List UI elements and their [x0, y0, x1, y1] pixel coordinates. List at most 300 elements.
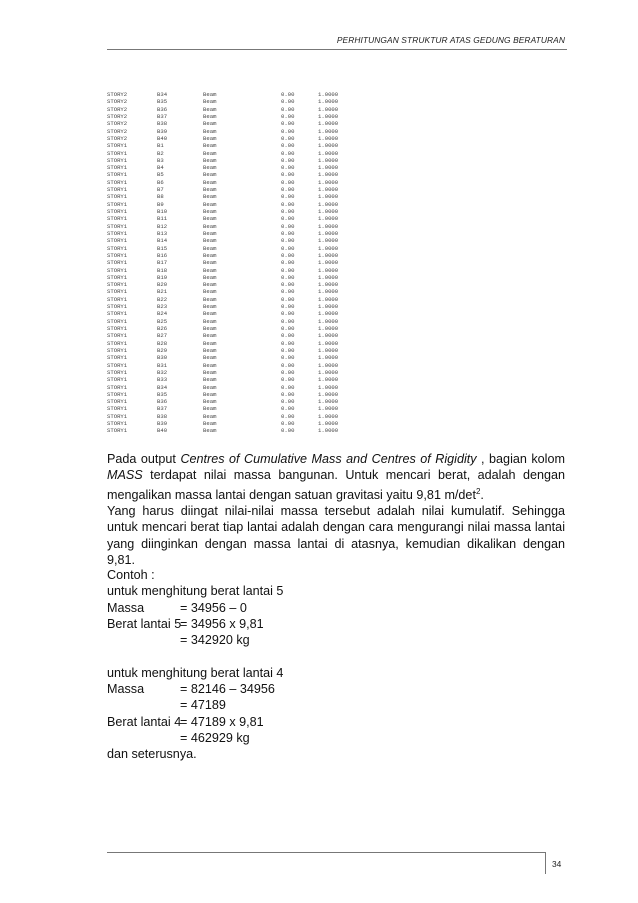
story-cell: STORY2	[107, 127, 128, 135]
factor-cell: 1.0000	[318, 164, 339, 172]
beam-label-cell: B6	[157, 178, 164, 186]
value-cell: 0.00	[281, 376, 295, 384]
beam-label-cell: B33	[157, 376, 168, 384]
story-cell: STORY1	[107, 171, 128, 179]
example-spacer	[107, 648, 565, 664]
example1-massa-line	[107, 600, 565, 616]
beam-label-cell: B2	[157, 149, 164, 157]
footer-divider	[107, 852, 545, 853]
example1-massa-equation: = 34956 – 0	[180, 600, 247, 615]
element-type-cell: Beam	[203, 164, 217, 172]
para1-text-3: , bagian kolom	[476, 452, 565, 466]
story-cell: STORY1	[107, 178, 128, 186]
element-type-cell: Beam	[203, 193, 217, 201]
table-row	[107, 201, 358, 208]
value-cell: 0.00	[281, 215, 295, 223]
table-row	[107, 398, 358, 405]
table-row	[107, 150, 358, 157]
story-cell: STORY1	[107, 317, 128, 325]
table-row	[107, 237, 358, 244]
value-cell: 0.00	[281, 134, 295, 142]
example2-result: = 462929 kg	[180, 730, 250, 745]
factor-cell: 1.0000	[318, 390, 339, 398]
value-cell: 0.00	[281, 427, 295, 435]
example2-berat-label: Berat lantai 4	[107, 714, 182, 729]
element-type-cell: Beam	[203, 420, 217, 428]
value-cell: 0.00	[281, 339, 295, 347]
beam-label-cell: B21	[157, 288, 168, 296]
element-type-cell: Beam	[203, 346, 217, 354]
value-cell: 0.00	[281, 193, 295, 201]
value-cell: 0.00	[281, 164, 295, 172]
element-type-cell: Beam	[203, 281, 217, 289]
table-row	[107, 135, 358, 142]
element-type-cell: Beam	[203, 208, 217, 215]
story-cell: STORY1	[107, 149, 128, 157]
element-type-cell: Beam	[203, 354, 217, 362]
table-row	[107, 303, 358, 310]
factor-cell: 1.0000	[318, 215, 339, 223]
factor-cell: 1.0000	[318, 361, 339, 369]
factor-cell: 1.0000	[318, 149, 339, 157]
story-cell: STORY1	[107, 251, 128, 259]
example2-result-line	[107, 730, 565, 746]
factor-cell: 1.0000	[318, 178, 339, 186]
beam-label-cell: B25	[157, 317, 168, 325]
table-row	[107, 215, 358, 222]
element-type-cell: Beam	[203, 186, 217, 194]
factor-cell: 1.0000	[318, 200, 339, 208]
story-cell: STORY1	[107, 376, 128, 384]
para1-superscript: 2	[475, 486, 481, 496]
beam-label-cell: B8	[157, 193, 164, 201]
table-row	[107, 310, 358, 317]
value-cell: 0.00	[281, 295, 295, 303]
story-cell: STORY1	[107, 229, 128, 237]
beam-label-cell: B37	[157, 405, 168, 413]
table-row	[107, 120, 358, 127]
value-cell: 0.00	[281, 317, 295, 325]
example-section	[107, 567, 565, 763]
value-cell: 0.00	[281, 149, 295, 157]
value-cell: 0.00	[281, 120, 295, 128]
paragraph-cumulative: Yang harus diingat nilai-nilai massa tersebut adalah nilai kumulatif. Sehingga untuk mencari berat tiap lantai adalah dengan cara mengurangi nilai massa lantai yang diinginkan dengan massa lantai di atasnya, kemudian dikalikan dengan 9,81.	[107, 504, 565, 567]
factor-cell: 1.0000	[318, 244, 339, 252]
factor-cell: 1.0000	[318, 383, 339, 391]
element-type-cell: Beam	[203, 310, 217, 318]
factor-cell: 1.0000	[318, 295, 339, 303]
story-cell: STORY1	[107, 303, 128, 311]
element-type-cell: Beam	[203, 200, 217, 208]
table-row	[107, 267, 358, 274]
beam-label-cell: B39	[157, 127, 168, 135]
story-cell: STORY1	[107, 237, 128, 245]
element-type-cell: Beam	[203, 405, 217, 413]
page-number: 34	[552, 859, 562, 869]
factor-cell: 1.0000	[318, 112, 339, 120]
story-cell: STORY2	[107, 120, 128, 128]
story-cell: STORY2	[107, 112, 128, 120]
factor-cell: 1.0000	[318, 325, 339, 332]
table-row	[107, 288, 358, 295]
beam-label-cell: B3	[157, 156, 164, 164]
story-cell: STORY2	[107, 134, 128, 142]
table-row	[107, 252, 358, 259]
beam-label-cell: B18	[157, 266, 168, 274]
factor-cell: 1.0000	[318, 186, 339, 194]
factor-cell: 1.0000	[318, 171, 339, 179]
beam-label-cell: B31	[157, 361, 168, 369]
value-cell: 0.00	[281, 178, 295, 186]
factor-cell: 1.0000	[318, 105, 339, 113]
table-row	[107, 128, 358, 135]
table-row	[107, 420, 358, 427]
table-row	[107, 413, 358, 420]
table-row	[107, 347, 358, 354]
element-type-cell: Beam	[203, 273, 217, 281]
table-row	[107, 179, 358, 186]
value-cell: 0.00	[281, 251, 295, 259]
table-row	[107, 171, 358, 178]
beam-label-cell: B22	[157, 295, 168, 303]
factor-cell: 1.0000	[318, 193, 339, 201]
beam-label-cell: B32	[157, 368, 168, 376]
factor-cell: 1.0000	[318, 376, 339, 384]
story-cell: STORY1	[107, 412, 128, 420]
story-cell: STORY1	[107, 156, 128, 164]
story-cell: STORY1	[107, 368, 128, 376]
example1-berat-label: Berat lantai 5	[107, 616, 182, 631]
element-type-cell: Beam	[203, 142, 217, 150]
table-row	[107, 230, 358, 237]
story-cell: STORY2	[107, 105, 128, 113]
factor-cell: 1.0000	[318, 208, 339, 215]
value-cell: 0.00	[281, 237, 295, 245]
beam-label-cell: B34	[157, 383, 168, 391]
value-cell: 0.00	[281, 266, 295, 274]
value-cell: 0.00	[281, 200, 295, 208]
table-row	[107, 362, 358, 369]
beam-label-cell: B34	[157, 91, 168, 98]
example1-intro: untuk menghitung berat lantai 5	[107, 584, 284, 599]
factor-cell: 1.0000	[318, 412, 339, 420]
example1-berat-line	[107, 616, 565, 632]
value-cell: 0.00	[281, 222, 295, 230]
beam-label-cell: B11	[157, 215, 168, 223]
value-cell: 0.00	[281, 390, 295, 398]
factor-cell: 1.0000	[318, 368, 339, 376]
table-row	[107, 376, 358, 383]
example2-massa-equation: = 82146 – 34956	[180, 682, 275, 697]
element-type-cell: Beam	[203, 361, 217, 369]
example2-massa-result: = 47189	[180, 698, 226, 713]
table-row	[107, 340, 358, 347]
table-row	[107, 384, 358, 391]
table-row	[107, 391, 358, 398]
value-cell: 0.00	[281, 361, 295, 369]
element-type-cell: Beam	[203, 215, 217, 223]
story-cell: STORY1	[107, 427, 128, 435]
factor-cell: 1.0000	[318, 273, 339, 281]
element-type-cell: Beam	[203, 171, 217, 179]
element-type-cell: Beam	[203, 325, 217, 332]
table-row	[107, 296, 358, 303]
element-type-cell: Beam	[203, 244, 217, 252]
value-cell: 0.00	[281, 105, 295, 113]
element-type-cell: Beam	[203, 105, 217, 113]
beam-label-cell: B28	[157, 339, 168, 347]
factor-cell: 1.0000	[318, 266, 339, 274]
table-row	[107, 325, 358, 332]
beam-label-cell: B38	[157, 120, 168, 128]
factor-cell: 1.0000	[318, 98, 339, 106]
table-row	[107, 91, 358, 98]
factor-cell: 1.0000	[318, 120, 339, 128]
story-cell: STORY1	[107, 354, 128, 362]
value-cell: 0.00	[281, 229, 295, 237]
element-type-cell: Beam	[203, 237, 217, 245]
story-cell: STORY1	[107, 361, 128, 369]
beam-label-cell: B5	[157, 171, 164, 179]
beam-label-cell: B9	[157, 200, 164, 208]
table-row	[107, 259, 358, 266]
element-type-cell: Beam	[203, 376, 217, 384]
table-row	[107, 274, 358, 281]
element-type-cell: Beam	[203, 390, 217, 398]
story-cell: STORY1	[107, 208, 128, 215]
beam-label-cell: B14	[157, 237, 168, 245]
story-cell: STORY1	[107, 339, 128, 347]
story-cell: STORY1	[107, 244, 128, 252]
story-cell: STORY1	[107, 398, 128, 406]
beam-label-cell: B26	[157, 325, 168, 332]
value-cell: 0.00	[281, 244, 295, 252]
element-type-cell: Beam	[203, 149, 217, 157]
para1-text-1: Pada output	[107, 452, 181, 466]
element-type-cell: Beam	[203, 112, 217, 120]
element-type-cell: Beam	[203, 120, 217, 128]
beam-table-body	[107, 91, 358, 435]
story-cell: STORY1	[107, 390, 128, 398]
beam-label-cell: B38	[157, 412, 168, 420]
table-row	[107, 106, 358, 113]
factor-cell: 1.0000	[318, 303, 339, 311]
story-cell: STORY1	[107, 346, 128, 354]
example1-result: = 342920 kg	[180, 633, 250, 648]
story-cell: STORY1	[107, 383, 128, 391]
beam-label-cell: B40	[157, 427, 168, 435]
beam-label-cell: B4	[157, 164, 164, 172]
explanation-text	[107, 451, 565, 568]
beam-label-cell: B39	[157, 420, 168, 428]
story-cell: STORY1	[107, 295, 128, 303]
element-type-cell: Beam	[203, 127, 217, 135]
story-cell: STORY1	[107, 222, 128, 230]
element-type-cell: Beam	[203, 332, 217, 340]
element-type-cell: Beam	[203, 427, 217, 435]
element-type-cell: Beam	[203, 156, 217, 164]
beam-label-cell: B20	[157, 281, 168, 289]
example2-massa-line	[107, 681, 565, 697]
header-divider	[107, 49, 567, 50]
factor-cell: 1.0000	[318, 398, 339, 406]
table-row	[107, 186, 358, 193]
beam-label-cell: B23	[157, 303, 168, 311]
para1-text-7: .	[480, 487, 484, 502]
value-cell: 0.00	[281, 405, 295, 413]
element-type-cell: Beam	[203, 339, 217, 347]
element-type-cell: Beam	[203, 303, 217, 311]
story-cell: STORY1	[107, 420, 128, 428]
factor-cell: 1.0000	[318, 346, 339, 354]
element-type-cell: Beam	[203, 98, 217, 106]
element-type-cell: Beam	[203, 266, 217, 274]
table-row	[107, 164, 358, 171]
beam-label-cell: B35	[157, 98, 168, 106]
example2-intro: untuk menghitung berat lantai 4	[107, 665, 284, 680]
table-row	[107, 427, 358, 434]
factor-cell: 1.0000	[318, 339, 339, 347]
factor-cell: 1.0000	[318, 310, 339, 318]
story-cell: STORY1	[107, 200, 128, 208]
beam-label-cell: B37	[157, 112, 168, 120]
example1-result-line	[107, 632, 565, 648]
value-cell: 0.00	[281, 171, 295, 179]
value-cell: 0.00	[281, 346, 295, 354]
value-cell: 0.00	[281, 412, 295, 420]
beam-label-cell: B27	[157, 332, 168, 340]
beam-label-cell: B30	[157, 354, 168, 362]
table-row	[107, 98, 358, 105]
factor-cell: 1.0000	[318, 259, 339, 267]
footer-vertical-divider	[545, 852, 546, 874]
element-type-cell: Beam	[203, 398, 217, 406]
beam-label-cell: B35	[157, 390, 168, 398]
factor-cell: 1.0000	[318, 281, 339, 289]
beam-table	[107, 91, 358, 435]
table-row	[107, 245, 358, 252]
element-type-cell: Beam	[203, 383, 217, 391]
factor-cell: 1.0000	[318, 91, 339, 98]
element-type-cell: Beam	[203, 178, 217, 186]
table-row	[107, 193, 358, 200]
factor-cell: 1.0000	[318, 127, 339, 135]
table-row	[107, 369, 358, 376]
beam-label-cell: B1	[157, 142, 164, 150]
value-cell: 0.00	[281, 281, 295, 289]
factor-cell: 1.0000	[318, 288, 339, 296]
value-cell: 0.00	[281, 368, 295, 376]
story-cell: STORY1	[107, 405, 128, 413]
value-cell: 0.00	[281, 127, 295, 135]
story-cell: STORY1	[107, 332, 128, 340]
factor-cell: 1.0000	[318, 427, 339, 435]
story-cell: STORY1	[107, 266, 128, 274]
para1-text-5: terdapat nilai massa bangunan. Untuk mencari berat, adalah dengan mengalikan massa lantai dengan satuan gravitasi yaitu 9,81 m/det	[107, 468, 565, 502]
example2-berat-equation: = 47189 x 9,81	[180, 714, 264, 729]
story-cell: STORY1	[107, 164, 128, 172]
para1-output-name: Centres of Cumulative Mass and Centres of Rigidity	[180, 452, 477, 466]
story-cell: STORY1	[107, 186, 128, 194]
story-cell: STORY2	[107, 91, 128, 98]
beam-label-cell: B13	[157, 229, 168, 237]
value-cell: 0.00	[281, 332, 295, 340]
value-cell: 0.00	[281, 112, 295, 120]
story-cell: STORY1	[107, 259, 128, 267]
story-cell: STORY1	[107, 288, 128, 296]
table-row	[107, 405, 358, 412]
beam-label-cell: B17	[157, 259, 168, 267]
table-row	[107, 208, 358, 215]
value-cell: 0.00	[281, 420, 295, 428]
value-cell: 0.00	[281, 98, 295, 106]
element-type-cell: Beam	[203, 229, 217, 237]
value-cell: 0.00	[281, 303, 295, 311]
story-cell: STORY1	[107, 281, 128, 289]
value-cell: 0.00	[281, 310, 295, 318]
story-cell: STORY1	[107, 142, 128, 150]
example-closing: dan seterusnya.	[107, 747, 197, 762]
table-row	[107, 332, 358, 339]
table-row	[107, 142, 358, 149]
element-type-cell: Beam	[203, 295, 217, 303]
element-type-cell: Beam	[203, 134, 217, 142]
factor-cell: 1.0000	[318, 237, 339, 245]
value-cell: 0.00	[281, 354, 295, 362]
element-type-cell: Beam	[203, 222, 217, 230]
factor-cell: 1.0000	[318, 251, 339, 259]
beam-label-cell: B10	[157, 208, 168, 215]
beam-table-container	[107, 91, 367, 435]
value-cell: 0.00	[281, 325, 295, 332]
factor-cell: 1.0000	[318, 222, 339, 230]
beam-label-cell: B24	[157, 310, 168, 318]
story-cell: STORY1	[107, 273, 128, 281]
story-cell: STORY1	[107, 310, 128, 318]
beam-label-cell: B29	[157, 346, 168, 354]
value-cell: 0.00	[281, 186, 295, 194]
factor-cell: 1.0000	[318, 420, 339, 428]
value-cell: 0.00	[281, 208, 295, 215]
beam-label-cell: B40	[157, 134, 168, 142]
element-type-cell: Beam	[203, 259, 217, 267]
value-cell: 0.00	[281, 273, 295, 281]
story-cell: STORY1	[107, 215, 128, 223]
factor-cell: 1.0000	[318, 332, 339, 340]
page-header-title: PERHITUNGAN STRUKTUR ATAS GEDUNG BERATURAN	[336, 35, 565, 45]
table-row	[107, 354, 358, 361]
value-cell: 0.00	[281, 288, 295, 296]
element-type-cell: Beam	[203, 251, 217, 259]
element-type-cell: Beam	[203, 412, 217, 420]
table-row	[107, 113, 358, 120]
example2-massa-result-line	[107, 697, 565, 713]
example-title: Contoh :	[107, 568, 155, 582]
example1-massa-label: Massa	[107, 600, 145, 615]
element-type-cell: Beam	[203, 317, 217, 325]
beam-label-cell: B16	[157, 251, 168, 259]
factor-cell: 1.0000	[318, 156, 339, 164]
story-cell: STORY1	[107, 325, 128, 332]
element-type-cell: Beam	[203, 288, 217, 296]
factor-cell: 1.0000	[318, 317, 339, 325]
paragraph-mass-output	[107, 451, 565, 503]
value-cell: 0.00	[281, 398, 295, 406]
table-row	[107, 281, 358, 288]
factor-cell: 1.0000	[318, 405, 339, 413]
value-cell: 0.00	[281, 156, 295, 164]
example1-berat-equation: = 34956 x 9,81	[180, 616, 264, 631]
